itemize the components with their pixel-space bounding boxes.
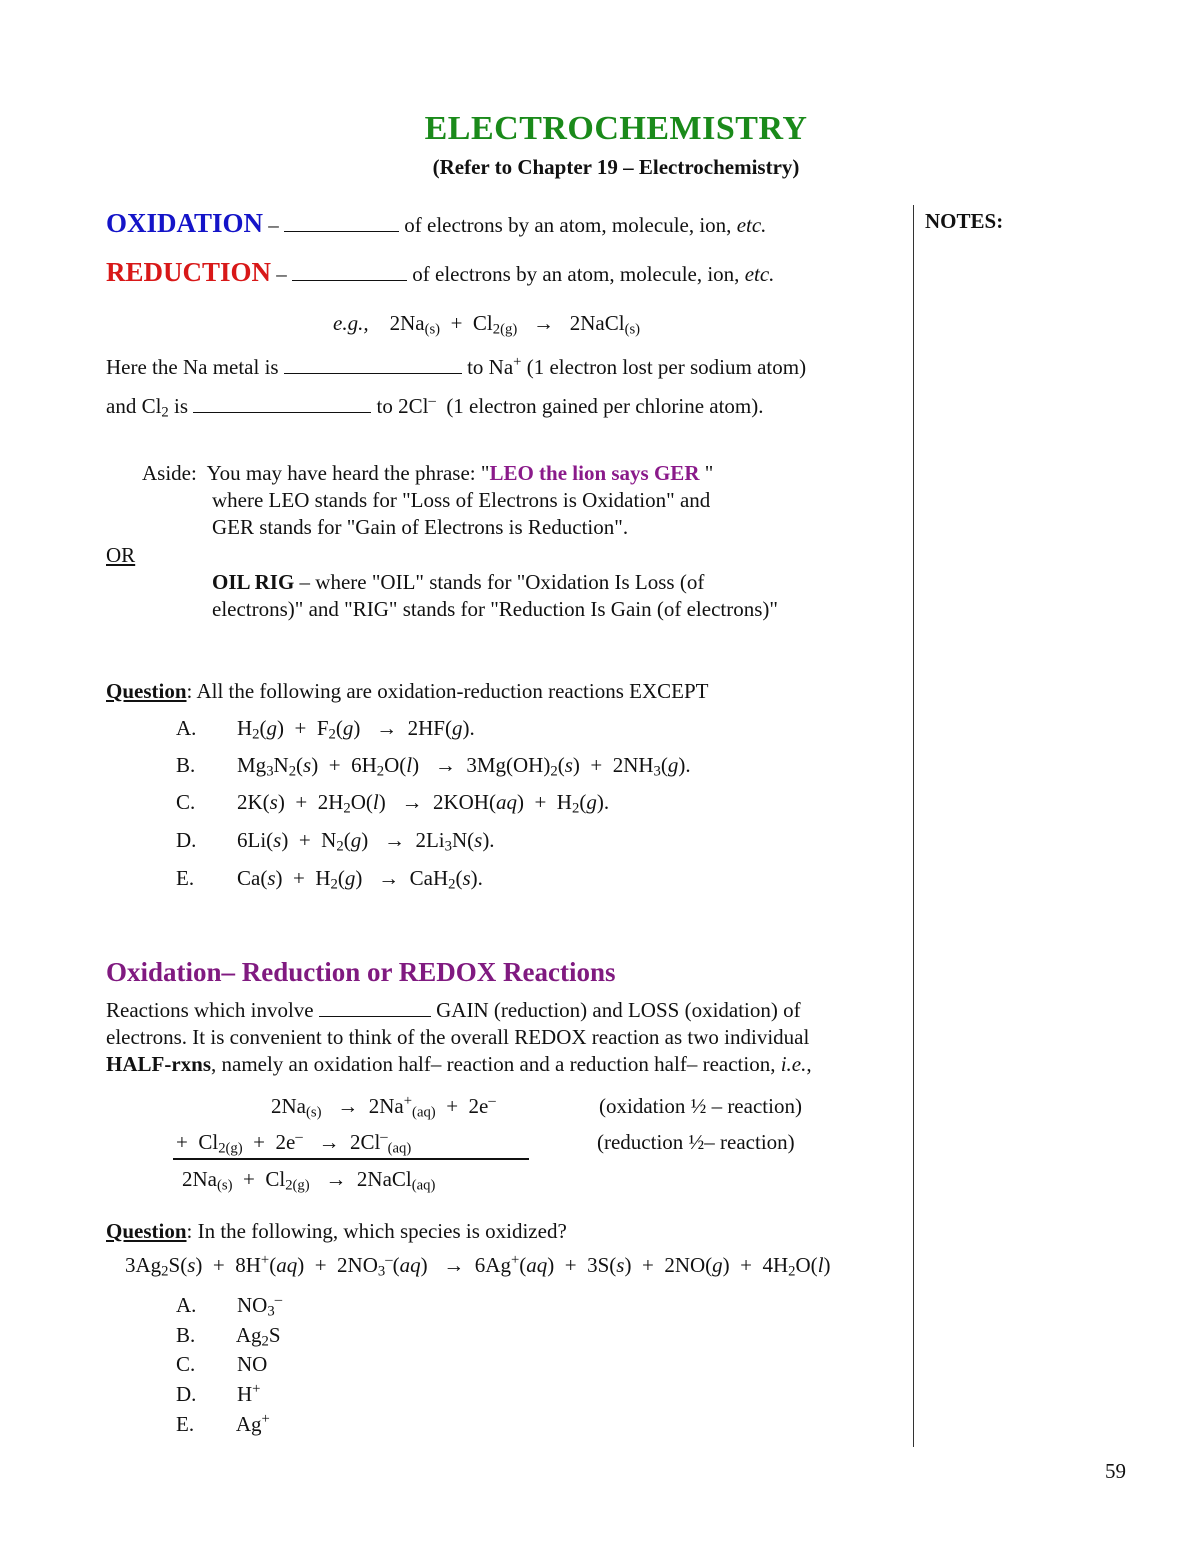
redox-paragraph-line-1: Reactions which involve GAIN (reduction) and LOSS (oxidation) of <box>106 998 801 1022</box>
q1-option-d: D. $6Li(s) + N_2(g) \to 2Li_3N(s)$. <box>176 828 495 855</box>
mnemonic-phrase: LEO the lion says GER <box>489 461 700 485</box>
aside-or: OR <box>106 543 136 567</box>
page-title: ELECTROCHEMISTRY <box>424 110 808 147</box>
page-number: 59 <box>1105 1459 1126 1483</box>
reduction-definition: REDUCTION – of electrons by an atom, molecule, ion, etc. <box>106 257 775 287</box>
question-2-equation: $3Ag_2S(s) + 8H^+(aq) + 2NO_3^-(aq) \to 6Ag^+(aq) + 3S(s) + 2NO(g) + 4H_2O(l)$ <box>125 1251 831 1280</box>
page-subtitle: (Refer to Chapter 19 – Electrochemistry) <box>432 155 800 179</box>
oxidation-term: OXIDATION <box>106 208 264 238</box>
answer-blank <box>193 396 371 413</box>
overall-reaction: $2Na_{(s)} + Cl_{2(g)}$ → 2NaCl$_{(aq)}$ <box>182 1167 436 1194</box>
reduction-half-note: (reduction ½– reaction) <box>597 1130 795 1154</box>
q1-option-a: A. $H_2(g) + F_2(g) \to 2HF(g)$. <box>176 716 475 743</box>
redox-paragraph-line-2: electrons. It is convenient to think of the overall REDOX reaction as two individual <box>106 1025 810 1049</box>
answer-blank <box>284 357 462 374</box>
answer-blank <box>292 264 407 281</box>
aside-line-3: GER stands for "Gain of Electrons is Reduction". <box>212 515 629 539</box>
example-equation: e.g., $2Na_{(s)} + Cl_{2(g)}$ → 2NaCl$_{(s)}$ <box>333 311 641 338</box>
na-oxidized-line: Here the Na metal is to Na+ (1 electron lost per sodium atom) <box>106 353 807 379</box>
question-2: Question: In the following, which species is oxidized? <box>106 1219 567 1243</box>
notes-label: NOTES: <box>925 209 1004 233</box>
q1-option-c: C. $2K(s) + 2H_2O(l) \to 2KOH(aq) + H_2(g)$. <box>176 790 610 817</box>
q2-option-e: E. Ag+ <box>176 1410 270 1436</box>
cl-reduced-line: and $Cl_2$ is to 2Cl– (1 electron gained per chlorine atom). <box>106 392 764 421</box>
sum-rule <box>173 1158 529 1160</box>
aside-line-2: where LEO stands for "Loss of Electrons is Oxidation" and <box>212 488 711 512</box>
aside-line-1: Aside: You may have heard the phrase: "LEO the lion says GER " <box>142 461 714 485</box>
notes-divider <box>913 205 914 1447</box>
redox-paragraph-line-3: HALF-rxns, namely an oxidation half– reaction and a reduction half– reaction, i.e., <box>106 1052 812 1076</box>
oxidation-half-reaction: $2Na_{(s)} \to 2Na^+_{(aq)} + 2e^-$ <box>271 1092 496 1121</box>
q1-option-b: B. $Mg_3N_2(s) + 6H_2O(l) \to 3Mg(OH)_2(s) + 2NH_3(g)$. <box>176 753 691 780</box>
answer-blank <box>319 1000 431 1017</box>
redox-section-heading: Oxidation– Reduction or REDOX Reactions <box>106 957 616 987</box>
oxidation-half-note: (oxidation ½ – reaction) <box>599 1094 802 1118</box>
aside-line-5: electrons)" and "RIG" stands for "Reduction Is Gain (of electrons)" <box>212 597 778 621</box>
reduction-half-reaction: + $Cl_{2(g)} + 2e^- \to 2Cl^-_{(aq)}$ <box>176 1128 412 1157</box>
q2-option-b: B. $Ag_2S$ <box>176 1323 281 1350</box>
q2-option-d: D. H+ <box>176 1380 261 1406</box>
reduction-term: REDUCTION <box>106 257 272 287</box>
answer-blank <box>284 215 399 232</box>
q2-option-a: A. $NO_3^-$ <box>176 1291 283 1320</box>
aside-line-4: OIL RIG – where "OIL" stands for "Oxidation Is Loss (of <box>212 570 705 594</box>
oxidation-definition: OXIDATION – of electrons by an atom, molecule, ion, etc. <box>106 208 767 238</box>
question-1: Question: All the following are oxidation-reduction reactions EXCEPT <box>106 679 709 703</box>
q1-option-e: E. $Ca(s) + H_2(g) \to CaH_2(s)$. <box>176 866 483 893</box>
q2-option-c: C. NO <box>176 1352 268 1376</box>
